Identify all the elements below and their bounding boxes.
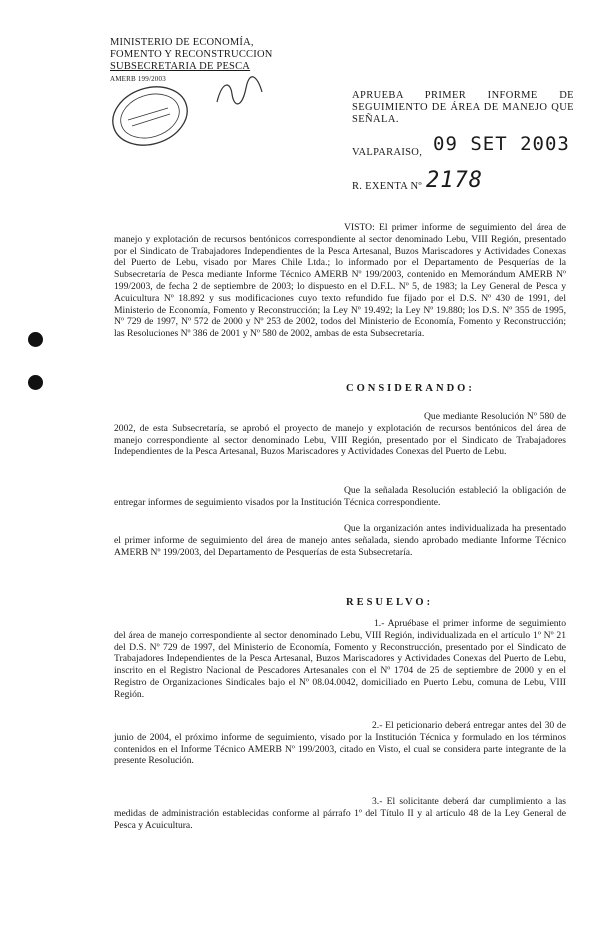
punch-hole-icon: [28, 375, 43, 390]
punch-hole-icon: [28, 332, 43, 347]
ministry-line-2: FOMENTO Y RECONSTRUCCION: [110, 49, 273, 60]
visto-paragraph: VISTO: El primer informe de seguimiento del área de manejo y explotación de recursos bentónicos correspondiente al sector denominado Lebu, VIII Región, presentado por el Sindicato de Trabajadores Independientes de la Pesca Artesanal, Buzos Mariscadores y Actividades Conexas del Puerto de Lebu, visado por Mares Chile Ltda.; lo informado por el Departamento de Pesquerías de la Subsecretaría de Pesca mediante Informe Técnico AMERB Nº 199/2003, contenido en Memorándum AMERB Nº 199/2003, de fecha 2 de septiembre de 2003; lo dispuesto en el D.F.L. Nº 5, de 1983; la Ley General de Pesca y Acuicultura Nº 18.892 y sus modificaciones cuyo texto refundido fue fijado por el D.S. Nº 430 de 1991, del Ministerio de Economía, Fomento y Reconstrucción; la Ley Nº 19.492; la Ley Nº 19.880; los D.S. Nº 355 de 1995, Nº 729 de 1997, Nº 572 de 2000 y Nº 253 de 2002, todos del Ministerio de Economía, Fomento y Reconstrucción; las Resoluciones Nº 386 de 2001 y Nº 580 de 2002, ambas de esta Subsecretaría.: [114, 222, 566, 340]
resolution-label: R. EXENTA Nº: [352, 181, 422, 192]
considerando-paragraph-3: Que la organización antes individualizada ha presentado el primer informe de seguimiento del área de manejo antes señalada, siendo aprobado mediante Informe Técnico AMERB Nº 199/2003, del Departamento de Pesquerías de esta Subsecretaría.: [114, 523, 566, 558]
considerando-heading: CONSIDERANDO:: [346, 383, 475, 394]
resuelvo-heading: RESUELVO:: [346, 597, 434, 608]
amerb-reference: AMERB 199/2003: [110, 75, 166, 83]
resuelvo-item-1: 1.- Apruébase el primer informe de seguimiento del área de manejo correspondiente al sector denominado Lebu, VIII Región, individualizada en el artículo 1º Nº 21 del D.S. Nº 729 de 1997, del Ministerio de Economía, Fomento y Reconstrucción, presentado por el Sindicato de Trabajadores Independientes de la Pesca Artesanal, Buzos Mariscadores y Actividades Conexas del Puerto de Lebu, inscrito en el Registro Nacional de Pescadores Artesanales con el Nº 1704 de 25 de septiembre de 2000 y en el Registro de Organizaciones Sindicales bajo el Nº 08.04.0042, domiciliado en Puerto Lebu, comuna de Lebu, VIII Región.: [114, 618, 566, 700]
considerando-paragraph-2: Que la señalada Resolución estableció la obligación de entregar informes de seguimiento visados por la Institución Técnica correspondiente.: [114, 485, 566, 508]
considerando-paragraph-1: Que mediante Resolución Nº 580 de 2002, de esta Subsecretaría, se aprobó el proyecto de manejo y explotación de recursos bentónicos del área de manejo correspondiente al sector denominado Lebu, VIII Región, presentado por el Sindicato de Trabajadores Independientes de la Pesca Artesanal, Buzos Mariscadores y Actividades Conexas del Puerto de Lebu.: [114, 411, 566, 458]
document-title: APRUEBA PRIMER INFORME DE SEGUIMIENTO DE ÁREA DE MANEJO QUE SEÑALA.: [352, 90, 574, 125]
place-label: VALPARAISO,: [352, 147, 423, 158]
ministry-line-1: MINISTERIO DE ECONOMÍA,: [110, 37, 254, 48]
resuelvo-item-2: 2.- El peticionario deberá entregar antes del 30 de junio de 2004, el próximo informe de seguimiento, visado por la Institución Técnica y formulado en los términos contenidos en el Informe Técnico AMERB Nº 199/2003, citado en Visto, el cual se considera parte integrante de la presente Resolución.: [114, 720, 566, 767]
resolution-number: 2178: [426, 168, 483, 193]
resuelvo-item-3: 3.- El solicitante deberá dar cumplimiento a las medidas de administración establecidas conforme al párrafo 1º del Título II y al artículo 48 de la Ley General de Pesca y Acuicultura.: [114, 796, 566, 831]
ministry-line-3: SUBSECRETARIA DE PESCA: [110, 61, 251, 72]
date-stamp: 09 SET 2003: [433, 133, 570, 155]
signature-icon: [212, 72, 272, 112]
official-stamp-icon: [98, 80, 216, 150]
